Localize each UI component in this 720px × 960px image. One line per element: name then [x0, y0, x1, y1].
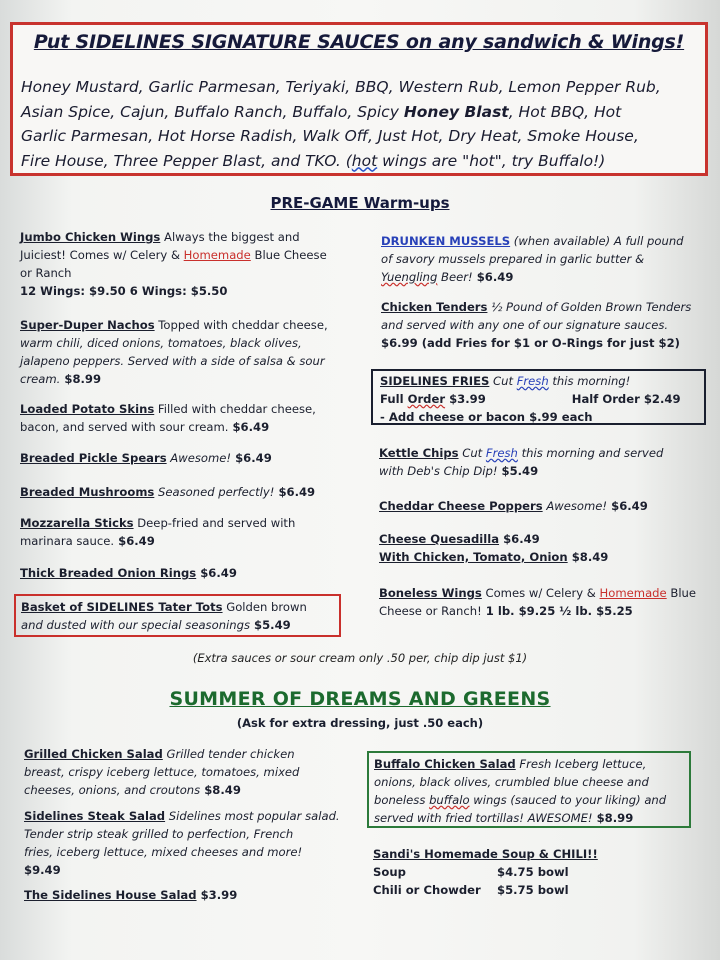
item-name: Cheddar Cheese Poppers	[379, 499, 543, 513]
item-desc: breast, crispy iceberg lettuce, tomatoes, mixed	[24, 765, 300, 779]
menu-item-drunken-mussels	[381, 232, 711, 286]
greens-heading: SUMMER OF DREAMS AND GREENS	[169, 688, 551, 710]
item-price: $6.49	[114, 534, 155, 548]
sauce-line-3: Garlic Parmesan, Hot Horse Radish, Walk Off, Just Hot, Dry Heat, Smoke House,	[21, 127, 639, 145]
chili-price: $5.75 bowl	[497, 883, 569, 897]
item-price: $5.49	[250, 618, 291, 632]
sauce-honey-blast: Honey Blast	[403, 102, 509, 121]
item-price: $8.99	[592, 811, 634, 825]
item-desc: Deep-fried and served with	[133, 516, 296, 530]
item-desc: served with fried tortillas! AWESOME!	[374, 811, 593, 825]
item-name: SIDELINES FRIES	[380, 374, 490, 388]
menu-item-chicken-tenders	[381, 298, 711, 352]
menu-item-jumbo-wings	[20, 228, 340, 300]
menu-item-mozzarella-sticks	[20, 514, 350, 550]
item-desc: of savory mussels prepared in garlic butter &	[381, 252, 645, 266]
half-order-price: Half Order $2.49	[571, 392, 681, 406]
item-price: $6.49	[231, 451, 272, 465]
item-name: Basket of SIDELINES Tater Tots	[21, 600, 223, 614]
item-name: Cheese Quesadilla	[379, 532, 500, 546]
item-price: $3.99	[196, 888, 238, 902]
item-name: Jumbo Chicken Wings	[20, 230, 161, 244]
item-price: $5.49	[497, 464, 539, 478]
soup-label: Soup	[373, 865, 406, 879]
menu-item-sidelines-fries	[380, 372, 705, 426]
item-desc: with Deb's Chip Dip!	[379, 464, 498, 478]
item-desc: Cut	[458, 446, 486, 460]
signature-sauces-list	[21, 75, 699, 173]
item-desc: Golden brown	[222, 600, 307, 614]
item-desc: Cut	[489, 374, 517, 388]
item-desc: Sidelines most popular salad.	[165, 809, 340, 823]
item-desc: Blue Cheese	[250, 248, 327, 262]
item-desc: Fresh Iceberg lettuce,	[515, 757, 647, 771]
homemade-label: Homemade	[183, 248, 251, 262]
item-name: Super-Duper Nachos	[20, 318, 155, 332]
item-desc: cream.	[20, 372, 61, 386]
fresh-label: Fresh	[485, 446, 518, 460]
item-name: Boneless Wings	[379, 586, 482, 600]
item-name: Loaded Potato Skins	[20, 402, 155, 416]
item-desc: bacon, and served with sour cream.	[20, 420, 229, 434]
item-name: Breaded Pickle Spears	[20, 451, 167, 465]
item-price: $6.49	[196, 566, 237, 580]
full-order-label: Full	[380, 392, 408, 406]
item-desc: Awesome!	[166, 451, 232, 465]
soup-price: $4.75 bowl	[497, 865, 569, 879]
item-desc: Filled with cheddar cheese,	[154, 402, 316, 416]
item-desc: and dusted with our special seasonings	[21, 618, 251, 632]
item-price: $6.49	[472, 270, 514, 284]
menu-item-cheese-poppers	[379, 497, 709, 515]
item-price: $6.49	[499, 532, 540, 546]
menu-item-steak-salad	[24, 807, 354, 879]
sauce-line-1: Honey Mustard, Garlic Parmesan, Teriyaki, BBQ, Western Rub, Lemon Pepper Rub,	[21, 78, 661, 96]
item-desc: or Ranch	[20, 266, 72, 280]
item-desc: cheeses, onions, and croutons	[24, 783, 201, 797]
item-desc: this morning!	[548, 374, 631, 388]
sauce-line-4c: wings are "hot", try Buffalo!)	[377, 151, 606, 170]
extra-sauces-note: (Extra sauces or sour cream only .50 per, chip dip just $1)	[192, 651, 528, 665]
item-desc: Topped with cheddar cheese,	[154, 318, 328, 332]
item-price: 12 Wings: $9.50 6 Wings: $5.50	[20, 284, 228, 298]
item-desc: boneless	[374, 793, 430, 807]
item-name: DRUNKEN MUSSELS	[381, 234, 511, 248]
menu-item-kettle-chips	[379, 444, 709, 480]
item-name: Thick Breaded Onion Rings	[20, 566, 197, 580]
item-name: Kettle Chips	[379, 446, 459, 460]
item-price: $8.49	[567, 550, 609, 564]
item-desc: Grilled tender chicken	[162, 747, 295, 761]
item-desc: Always the biggest and	[160, 230, 300, 244]
sauce-line-2a: Asian Spice, Cajun, Buffalo Ranch, Buffalo, Spicy	[21, 102, 404, 121]
menu-item-boneless-wings	[379, 584, 709, 620]
full-order-price: $3.99	[445, 392, 486, 406]
item-desc: jalapeno peppers. Served with a side of salsa & sour	[20, 354, 325, 368]
item-name: Sandi's Homemade Soup & CHILI!!	[373, 847, 598, 861]
order-word: Order	[407, 392, 446, 406]
warmups-heading: PRE-GAME Warm-ups	[270, 194, 450, 212]
item-price: $6.49	[274, 485, 316, 499]
signature-sauces-title: Put SIDELINES SIGNATURE SAUCES on any sandwich & Wings!	[33, 31, 685, 53]
item-price: $6.49	[607, 499, 648, 513]
yuengling-label: Yuengling	[381, 270, 438, 284]
fresh-label: Fresh	[516, 374, 549, 388]
item-name: Grilled Chicken Salad	[24, 747, 163, 761]
sauce-line-2	[21, 100, 699, 125]
homemade-label: Homemade	[599, 586, 667, 600]
item-price: $8.99	[60, 372, 102, 386]
item-desc: Tender strip steak grilled to perfection, French	[24, 827, 294, 841]
item-name: Buffalo Chicken Salad	[374, 757, 516, 771]
item-price: 1 lb. $9.25 ½ lb. $5.25	[481, 604, 633, 618]
greens-subheading: (Ask for extra dressing, just .50 each)	[236, 716, 484, 730]
menu-item-nachos	[20, 316, 350, 388]
item-desc: (when available) A full pound	[510, 234, 684, 248]
sauce-hot-word: hot	[351, 151, 378, 170]
item-desc: fries, iceberg lettuce, mixed cheeses and more!	[24, 845, 303, 859]
item-name: Sidelines Steak Salad	[24, 809, 166, 823]
menu-item-quesadilla	[379, 530, 709, 566]
menu-item-house-salad	[24, 886, 354, 904]
menu-item-potato-skins	[20, 400, 350, 436]
menu-item-mushrooms	[20, 483, 350, 501]
item-desc: Seasoned perfectly!	[154, 485, 275, 499]
item-desc: wings (sauced to your liking) and	[469, 793, 667, 807]
item-desc: warm chili, diced onions, tomatoes, black olives,	[20, 336, 302, 350]
item-name: Mozzarella Sticks	[20, 516, 134, 530]
item-desc: and served with any one of our signature sauces.	[381, 318, 669, 332]
menu-item-tater-tots	[21, 598, 341, 634]
item-name: Chicken Tenders	[381, 300, 488, 314]
item-desc: Cheese or Ranch!	[379, 604, 482, 618]
item-name: Breaded Mushrooms	[20, 485, 155, 499]
sauce-line-2c: , Hot BBQ, Hot	[508, 102, 622, 121]
buffalo-word: buffalo	[429, 793, 470, 807]
menu-item-buffalo-chicken-salad	[374, 755, 688, 827]
fries-addon: - Add cheese or bacon $.99 each	[380, 410, 593, 424]
chili-label: Chili or Chowder	[373, 883, 481, 897]
item-desc: marinara sauce.	[20, 534, 115, 548]
item-desc: Awesome!	[542, 499, 608, 513]
quesadilla-with-chicken: With Chicken, Tomato, Onion	[379, 550, 568, 564]
sauce-line-4	[21, 149, 699, 174]
item-price: $6.49	[228, 420, 270, 434]
menu-item-pickle-spears	[20, 449, 350, 467]
item-name: The Sidelines House Salad	[24, 888, 197, 902]
sauce-line-4a: Fire House, Three Pepper Blast, and TKO. (	[21, 151, 352, 170]
signature-sauces-box	[10, 22, 708, 176]
menu-item-grilled-chicken-salad	[24, 745, 354, 799]
menu-item-homemade-soup-chili	[373, 845, 703, 899]
item-desc: onions, black olives, crumbled blue cheese and	[374, 775, 649, 789]
menu-item-onion-rings	[20, 564, 350, 582]
item-desc: ½ Pound of Golden Brown Tenders	[487, 300, 692, 314]
item-price: $6.99 (add Fries for $1 or O-Rings for just $2)	[381, 336, 680, 350]
item-desc: Blue	[666, 586, 697, 600]
item-price: $8.49	[200, 783, 241, 797]
item-desc: Comes w/ Celery &	[481, 586, 600, 600]
item-desc: this morning and served	[517, 446, 664, 460]
item-desc: Juiciest! Comes w/ Celery &	[20, 248, 184, 262]
item-desc: Beer!	[437, 270, 473, 284]
item-price: $9.49	[24, 863, 61, 877]
